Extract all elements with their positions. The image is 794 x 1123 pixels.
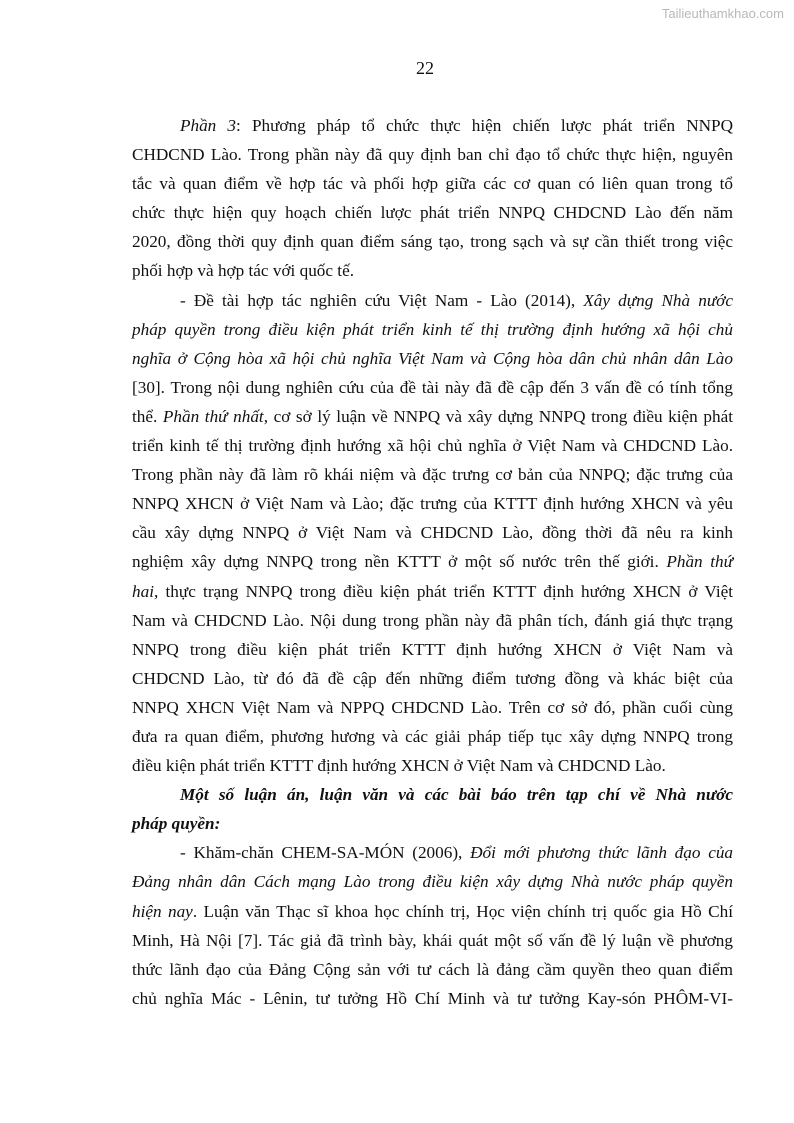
text-run: phối hợp và hợp tác với quốc tế. <box>132 261 355 281</box>
text-line <box>132 926 733 955</box>
text-line <box>132 722 733 751</box>
text-run: Nam và CHDCND Lào. Nội dung trong phần này đã phân tích, đánh giá thực trạng <box>132 610 733 630</box>
text-line <box>132 838 733 867</box>
text-run: cầu xây dựng NNPQ ở Việt Nam và CHDCND Lào, đồng thời đã nêu ra kinh <box>132 523 733 543</box>
text-run: 2020, đồng thời quy định quan điểm sáng tạo, trong sạch và sự cần thiết trong việc <box>132 232 733 252</box>
text-line <box>132 867 733 896</box>
text-run: triển kinh tế thị trường định hướng xã hội chủ nghĩa ở Việt Nam và CHDCND Lào. <box>132 436 733 456</box>
text-line <box>132 606 733 635</box>
watermark: Tailieuthamkhao.com <box>661 6 784 21</box>
emphasized-text: Xây dựng Nhà nước <box>583 290 733 310</box>
text-run: đưa ra quan điểm, phương hương và các giải pháp tiếp tục xây dựng NNPQ trong <box>132 726 733 746</box>
text-run: : Phương pháp tổ chức thực hiện chiến lược phát triển NNPQ <box>236 116 733 135</box>
document-body <box>132 111 733 1013</box>
emphasized-text: Phần thứ nhất <box>162 406 264 426</box>
text-run: - Khăm-chăn CHEM-SA-MÓN (2006), <box>180 843 471 863</box>
text-line <box>132 373 733 402</box>
text-line <box>132 897 733 926</box>
text-run: , cơ sở lý luận về NNPQ và xây dựng NNPQ trong điều kiện phát <box>263 406 733 426</box>
text-line <box>132 140 733 169</box>
text-run: Trong phần này đã làm rõ khái niệm và đặc trưng cơ bản của NNPQ; đặc trưng của <box>132 465 733 485</box>
text-line <box>132 955 733 984</box>
text-run: - Đề tài hợp tác nghiên cứu Việt Nam - Lào (2014), <box>180 290 584 310</box>
text-run: CHDCND Lào. Trong phần này đã quy định ban chỉ đạo tổ chức thực hiện, nguyên <box>132 145 733 165</box>
text-run: nghiệm xây dựng NNPQ trong nền KTTT ở một số nước trên thế giới. <box>132 552 667 572</box>
text-line <box>132 111 733 140</box>
emphasized-text: Một số luận án, luận văn và các bài báo trên tạp chí về Nhà nước <box>180 785 733 805</box>
text-run: [30]. Trong nội dung nghiên cứu của đề tài này đã đề cập đến 3 vấn đề có tính tổng <box>132 377 733 397</box>
text-line <box>132 256 733 285</box>
text-run: . Luận văn Thạc sĩ khoa học chính trị, Học viện chính trị quốc gia Hồ Chí <box>192 901 733 921</box>
text-run: NNPQ trong điều kiện phát triển KTTT định hướng XHCN ở Việt Nam và <box>132 639 733 659</box>
emphasized-text: Đảng nhân dân Cách mạng Lào trong điều kiện xây dựng Nhà nước pháp quyền <box>132 872 733 892</box>
text-line <box>132 693 733 722</box>
text-line <box>132 402 733 431</box>
text-run: NNPQ XHCN Việt Nam và NPPQ CHDCND Lào. Trên cơ sở đó, phần cuối cùng <box>132 697 733 717</box>
emphasized-text: hiện nay <box>132 901 193 921</box>
emphasized-text: nghĩa ở Cộng hòa xã hội chủ nghĩa Việt Nam và Cộng hòa dân chủ nhân dân Lào <box>132 348 733 368</box>
text-line <box>132 489 733 518</box>
text-line <box>132 635 733 664</box>
text-line <box>132 198 733 227</box>
text-line <box>132 169 733 198</box>
text-run: NNPQ XHCN ở Việt Nam và Lào; đặc trưng của KTTT định hướng XHCN và yêu <box>132 494 733 514</box>
text-run: Minh, Hà Nội [7]. Tác giả đã trình bày, khái quát một số vấn đề lý luận về phương <box>132 930 733 950</box>
text-line <box>132 577 733 606</box>
text-line <box>132 780 733 809</box>
text-run: thể. <box>132 406 163 426</box>
text-run: CHDCND Lào, từ đó đã đề cập đến những điểm tương đồng và khác biệt của <box>132 668 733 688</box>
text-line <box>132 547 733 576</box>
text-line <box>132 286 733 315</box>
text-run: chức thực hiện quy hoạch chiến lược phát triển NNPQ CHDCND Lào đến năm <box>132 203 733 223</box>
emphasized-text: Phần 3 <box>180 116 237 135</box>
text-run: , thực trạng NNPQ trong điều kiện phát triển KTTT định hướng XHCN ở Việt <box>153 581 733 601</box>
emphasized-text: Đổi mới phương thức lãnh đạo của <box>470 843 734 863</box>
emphasized-text: pháp quyền: <box>132 814 221 834</box>
text-line <box>132 664 733 693</box>
text-line <box>132 315 733 344</box>
text-line <box>132 460 733 489</box>
emphasized-text: pháp quyền trong điều kiện phát triển kinh tế thị trường định hướng xã hội chủ <box>132 319 733 339</box>
text-run: điều kiện phát triển KTTT định hướng XHCN ở Việt Nam và CHDCND Lào. <box>132 756 666 776</box>
text-run: thức lãnh đạo của Đảng Cộng sản với tư cách là đảng cầm quyền theo quan điểm <box>132 959 733 979</box>
text-line <box>132 984 733 1013</box>
text-run: chủ nghĩa Mác - Lênin, tư tưởng Hồ Chí Minh và tư tưởng Kay-són PHÔM-VI- <box>132 988 733 1008</box>
text-line <box>132 518 733 547</box>
text-line <box>132 751 733 780</box>
text-line <box>132 344 733 373</box>
text-line <box>132 431 733 460</box>
page-number: 22 <box>416 58 434 78</box>
emphasized-text: hai <box>132 581 154 601</box>
text-line <box>132 809 733 838</box>
text-run: tắc và quan điểm về hợp tác và phối hợp giữa các cơ quan có liên quan trong tổ <box>132 174 733 194</box>
text-line <box>132 227 733 256</box>
emphasized-text: Phần thứ <box>666 552 733 572</box>
